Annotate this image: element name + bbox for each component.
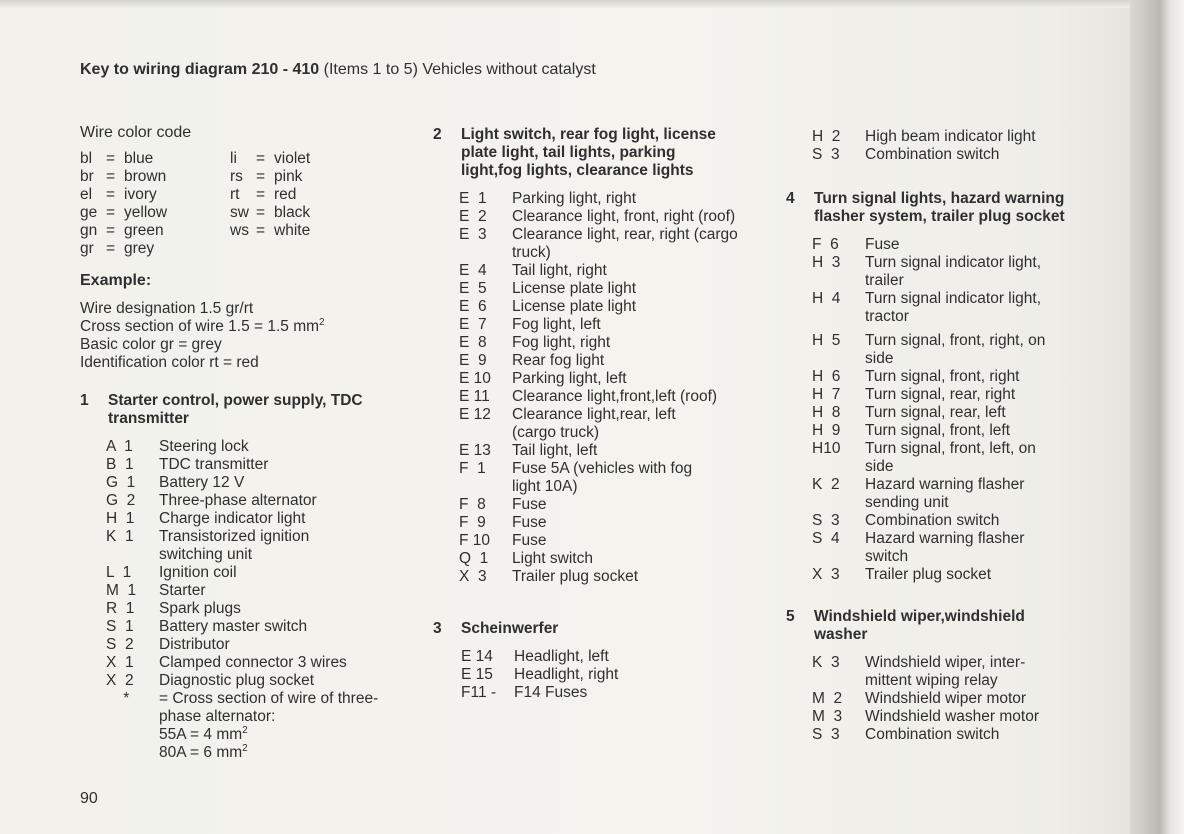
equals: =	[106, 204, 116, 221]
item-code: S 2	[106, 636, 134, 653]
color-name: brown	[124, 168, 167, 185]
list-item	[106, 654, 410, 672]
list-item	[106, 582, 410, 600]
item-desc: Fuse	[865, 236, 900, 253]
example-block	[80, 272, 410, 372]
item-desc: Battery master switch	[159, 618, 308, 635]
color-code: ge	[80, 204, 98, 221]
equals: =	[106, 186, 116, 203]
list-item	[459, 226, 753, 262]
item-code: E 9	[459, 352, 487, 369]
list-item	[106, 528, 410, 564]
list-item	[106, 492, 410, 510]
section-title: Starter control, power supply, TDC transmitter	[108, 392, 363, 427]
item-desc: Combination switch	[865, 512, 1000, 529]
color-name: grey	[124, 240, 155, 257]
section-title: Light switch, rear fog light, license plate light, tail lights, parking light,fog lights, clearance lights	[461, 126, 716, 179]
column-2	[433, 126, 753, 702]
list-item	[459, 532, 753, 550]
item-desc: F14 Fuses	[514, 684, 588, 701]
item-list	[459, 190, 753, 586]
color-code: li	[230, 150, 237, 167]
list-item	[106, 438, 410, 456]
color-code: el	[80, 186, 93, 203]
item-desc: Turn signal, front, right, on side	[865, 332, 1046, 367]
item-desc: Parking light, left	[512, 370, 627, 387]
item-desc: Fuse	[512, 532, 547, 549]
equals: =	[106, 222, 116, 239]
list-item	[106, 672, 410, 690]
example-text: Cross section of wire 1.5 = 1.5 mm	[80, 318, 320, 335]
color-code: bl	[80, 150, 93, 167]
item-desc: Turn signal, rear, left	[865, 404, 1006, 421]
item-desc: Parking light, right	[512, 190, 637, 207]
item-code: K 3	[812, 654, 840, 671]
item-code: K 2	[812, 476, 840, 493]
list-item	[812, 332, 1116, 368]
list-item	[461, 666, 753, 684]
superscript: 2	[319, 316, 325, 328]
item-desc: Battery 12 V	[159, 474, 245, 491]
list-item	[106, 636, 410, 654]
example-line	[80, 318, 410, 336]
item-desc: Light switch	[512, 550, 593, 567]
item-code: H 3	[812, 254, 841, 271]
list-item	[812, 690, 1116, 708]
example-heading: Example:	[80, 272, 152, 289]
color-name: black	[274, 204, 311, 221]
list-item	[812, 512, 1116, 530]
section-1	[80, 392, 410, 762]
item-desc: Diagnostic plug socket	[159, 672, 315, 689]
list-item	[459, 334, 753, 352]
item-code: H 5	[812, 332, 841, 349]
list-item	[812, 254, 1116, 290]
list-item	[812, 386, 1116, 404]
color-name: ivory	[124, 186, 157, 203]
superscript: 2	[242, 724, 248, 736]
item-code: F 8	[459, 496, 486, 513]
item-code: F11 -	[461, 684, 497, 701]
color-row	[230, 168, 380, 186]
list-item	[461, 648, 753, 666]
item-code: S 4	[812, 530, 840, 547]
item-code: X 3	[812, 566, 840, 583]
color-name: pink	[274, 168, 303, 185]
item-code: M 1	[106, 582, 137, 599]
item-code: S 3	[812, 726, 840, 743]
list-item	[812, 530, 1116, 566]
item-code: E 5	[459, 280, 487, 297]
item-desc: Fuse	[512, 496, 547, 513]
color-row	[80, 150, 230, 168]
section-number: 5	[786, 608, 795, 625]
equals: =	[256, 204, 266, 221]
color-code: gn	[80, 222, 98, 239]
list-item	[459, 496, 753, 514]
section-4	[786, 190, 1116, 584]
color-name: blue	[124, 150, 154, 167]
item-code: B 1	[106, 456, 134, 473]
item-desc: Clearance light, rear, right (cargo truck)	[512, 226, 738, 261]
list-item	[459, 298, 753, 316]
color-row	[80, 186, 230, 204]
item-code: E 4	[459, 262, 487, 279]
list-item	[459, 460, 753, 496]
item-code: S 3	[812, 146, 840, 163]
color-row	[80, 204, 230, 222]
item-code: H 7	[812, 386, 841, 403]
list-item	[459, 568, 753, 586]
item-desc: Headlight, right	[514, 666, 619, 683]
list-item	[106, 618, 410, 636]
wire-color-left	[80, 150, 230, 258]
item-desc: Fuse	[512, 514, 547, 531]
example-line: Wire designation 1.5 gr/rt	[80, 300, 254, 317]
item-code: F 1	[459, 460, 486, 477]
color-name: green	[124, 222, 164, 239]
item-desc: Turn signal, front, left	[865, 422, 1011, 439]
color-row	[230, 186, 380, 204]
list-item	[812, 128, 1116, 146]
item-desc: Steering lock	[159, 438, 249, 455]
item-desc: Hazard warning flasher sending unit	[865, 476, 1025, 511]
item-desc: Clamped connector 3 wires	[159, 654, 347, 671]
list-item	[106, 474, 410, 492]
section-heading	[433, 620, 753, 638]
list-item	[812, 440, 1116, 476]
item-code: R 1	[106, 600, 135, 617]
page-top-shadow	[0, 0, 1150, 8]
item-code: H 1	[106, 510, 135, 527]
list-item	[812, 368, 1116, 386]
title-bold: Key to wiring diagram 210 - 410	[80, 61, 320, 78]
section-heading	[786, 190, 1116, 226]
color-code: rs	[230, 168, 243, 185]
item-code: E 6	[459, 298, 487, 315]
item-desc: Starter	[159, 582, 206, 599]
item-code: H 2	[812, 128, 841, 145]
color-row	[80, 168, 230, 186]
list-item	[812, 404, 1116, 422]
color-row	[80, 222, 230, 240]
item-desc: Charge indicator light	[159, 510, 306, 527]
section-heading	[786, 608, 1116, 644]
item-desc: License plate light	[512, 280, 637, 297]
item-code: H 4	[812, 290, 841, 307]
equals: =	[256, 186, 266, 203]
item-code: X 1	[106, 654, 134, 671]
item-desc: Windshield washer motor	[865, 708, 1040, 725]
color-row	[230, 150, 380, 168]
section-title: Turn signal lights, hazard warning flasher system, trailer plug socket	[814, 190, 1065, 225]
wire-color-right	[230, 150, 380, 258]
item-code: E 15	[461, 666, 493, 683]
item-code: E 14	[461, 648, 493, 665]
list-item	[812, 290, 1116, 326]
section-5	[786, 608, 1116, 744]
list-item	[459, 388, 753, 406]
list-item	[812, 422, 1116, 440]
color-code: ws	[230, 222, 249, 239]
item-code: H10	[812, 440, 841, 457]
list-item	[459, 316, 753, 334]
footnote-55a: 55A = 4 mm	[159, 726, 243, 743]
item-code: H 6	[812, 368, 841, 385]
item-code: K 1	[106, 528, 134, 545]
item-list	[812, 128, 1116, 164]
item-list	[433, 648, 753, 702]
item-code: S 3	[812, 512, 840, 529]
section-3	[433, 620, 753, 702]
item-desc: Ignition coil	[159, 564, 237, 581]
item-code: G 2	[106, 492, 136, 509]
equals: =	[106, 168, 116, 185]
list-item	[812, 566, 1116, 584]
list-item	[812, 654, 1116, 690]
item-code: Q 1	[459, 550, 489, 567]
color-code: br	[80, 168, 94, 185]
item-desc: Fog light, right	[512, 334, 611, 351]
item-code: M 2	[812, 690, 843, 707]
item-code: L 1	[106, 564, 132, 581]
book-gutter	[1130, 0, 1184, 834]
list-item	[459, 352, 753, 370]
list-item	[106, 456, 410, 474]
example-line: Basic color gr = grey	[80, 336, 222, 353]
equals: =	[106, 240, 116, 257]
item-code: E 7	[459, 316, 487, 333]
item-desc: Transistorized ignition switching unit	[159, 528, 310, 563]
item-code: E 13	[459, 442, 491, 459]
page-number: 90	[80, 790, 98, 807]
list-item	[106, 510, 410, 528]
item-code: F 10	[459, 532, 491, 549]
item-code: H 9	[812, 422, 841, 439]
item-desc: Turn signal indicator light, tractor	[865, 290, 1042, 325]
item-code: F 6	[812, 236, 839, 253]
section-number: 1	[80, 392, 89, 409]
list-item	[459, 280, 753, 298]
color-name: yellow	[124, 204, 168, 221]
section-number: 3	[433, 620, 442, 637]
item-desc: Windshield wiper, inter-mittent wiping relay	[865, 654, 1026, 689]
item-desc: Tail light, right	[512, 262, 607, 279]
list-item	[106, 600, 410, 618]
item-desc: Rear fog light	[512, 352, 605, 369]
item-code: A 1	[106, 438, 133, 455]
page-title	[80, 61, 596, 79]
list-item	[459, 190, 753, 208]
wire-color-table	[80, 150, 410, 258]
item-code: E 10	[459, 370, 491, 387]
equals: =	[106, 150, 116, 167]
list-item	[459, 442, 753, 460]
item-desc: Clearance light,front,left (roof)	[512, 388, 718, 405]
item-code: F 9	[459, 514, 486, 531]
title-rest: (Items 1 to 5) Vehicles without catalyst	[319, 61, 596, 78]
list-item	[812, 726, 1116, 744]
footnote-body: = Cross section of wire of three-phase alternator:	[159, 690, 379, 725]
item-desc: License plate light	[512, 298, 637, 315]
superscript: 2	[242, 742, 248, 754]
list-item	[459, 514, 753, 532]
item-code: E 1	[459, 190, 487, 207]
item-code: E 3	[459, 226, 487, 243]
section-title: Scheinwerfer	[461, 620, 559, 637]
item-desc: Windshield wiper motor	[865, 690, 1027, 707]
list-item	[106, 564, 410, 582]
section-number: 4	[786, 190, 795, 207]
footnote-text	[159, 690, 389, 762]
item-code: M 3	[812, 708, 843, 725]
item-desc: Fog light, left	[512, 316, 601, 333]
item-desc: Headlight, left	[514, 648, 609, 665]
item-desc: Fuse 5A (vehicles with fog light 10A)	[512, 460, 693, 495]
section-heading	[433, 126, 753, 180]
item-code: E 8	[459, 334, 487, 351]
item-desc: TDC transmitter	[159, 456, 269, 473]
color-name: violet	[274, 150, 311, 167]
item-list	[812, 236, 1116, 584]
equals: =	[256, 168, 266, 185]
color-code: rt	[230, 186, 240, 203]
item-code: H 8	[812, 404, 841, 421]
item-desc: Tail light, left	[512, 442, 598, 459]
column-1	[80, 124, 410, 762]
section-number: 2	[433, 126, 442, 143]
item-code: E 12	[459, 406, 491, 423]
list-item	[459, 208, 753, 226]
item-desc: Distributor	[159, 636, 230, 653]
list-item	[812, 708, 1116, 726]
color-row	[80, 240, 230, 258]
list-item	[459, 370, 753, 388]
list-item	[812, 476, 1116, 512]
item-desc: Turn signal indicator light, trailer	[865, 254, 1042, 289]
item-desc: Turn signal, front, right	[865, 368, 1020, 385]
section-title: Windshield wiper,windshield washer	[814, 608, 1025, 643]
example-line: Identification color rt = red	[80, 354, 259, 371]
list-item	[459, 262, 753, 280]
equals: =	[256, 222, 266, 239]
item-code: G 1	[106, 474, 136, 491]
color-row	[230, 222, 380, 240]
item-code: E 2	[459, 208, 487, 225]
list-item	[461, 684, 753, 702]
list-item	[459, 550, 753, 568]
item-desc: Three-phase alternator	[159, 492, 317, 509]
section-heading	[80, 392, 410, 428]
item-desc: High beam indicator light	[865, 128, 1036, 145]
list-item	[812, 146, 1116, 164]
item-desc: Clearance light, front, right (roof)	[512, 208, 736, 225]
item-list	[106, 438, 410, 762]
color-code: gr	[80, 240, 94, 257]
item-list	[812, 654, 1116, 744]
color-name: white	[274, 222, 311, 239]
wire-color-heading: Wire color code	[80, 124, 192, 141]
item-desc: Trailer plug socket	[865, 566, 992, 583]
section-2	[433, 126, 753, 586]
item-desc: Hazard warning flasher switch	[865, 530, 1025, 565]
column-3	[786, 128, 1116, 744]
item-code: X 2	[106, 672, 134, 689]
equals: =	[256, 150, 266, 167]
footnote	[106, 690, 410, 762]
list-item	[459, 406, 753, 442]
item-code: E 11	[459, 388, 490, 405]
footnote-80a: 80A = 6 mm	[159, 744, 243, 761]
color-row	[230, 204, 380, 222]
color-code: sw	[230, 204, 249, 221]
color-name: red	[274, 186, 297, 203]
footnote-mark: *	[106, 690, 130, 707]
list-item	[812, 236, 1116, 254]
item-code: S 1	[106, 618, 134, 635]
item-desc: Trailer plug socket	[512, 568, 639, 585]
item-desc: Turn signal, front, left, on side	[865, 440, 1036, 475]
item-code: X 3	[459, 568, 487, 585]
item-desc: Combination switch	[865, 146, 1000, 163]
item-desc: Combination switch	[865, 726, 1000, 743]
item-desc: Clearance light,rear, left (cargo truck)	[512, 406, 676, 441]
item-desc: Turn signal, rear, right	[865, 386, 1016, 403]
item-desc: Spark plugs	[159, 600, 241, 617]
